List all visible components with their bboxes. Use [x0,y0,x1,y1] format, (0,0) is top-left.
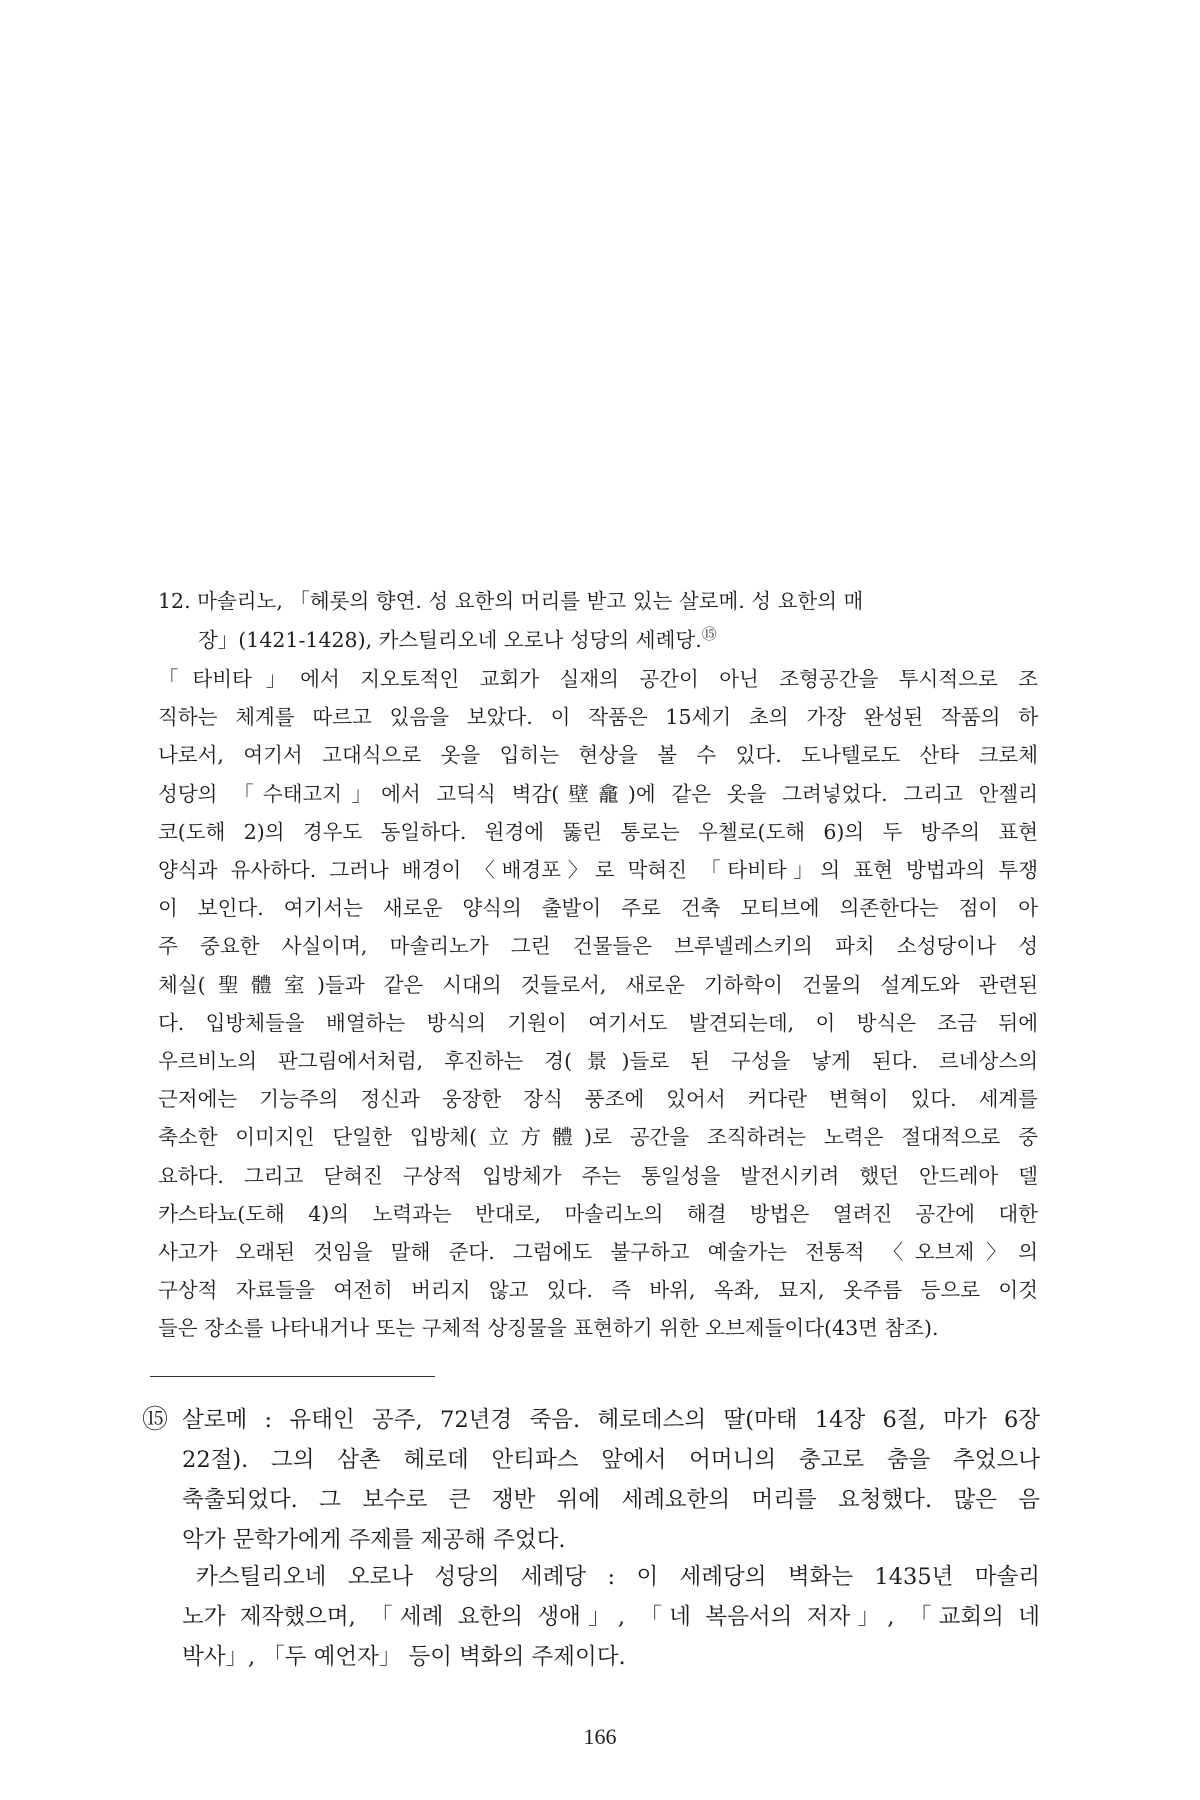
footnote-line: 22절). 그의 삼촌 헤로데 안티파스 앞에서 어머니의 충고로 춤을 추었으나 [182,1447,1040,1473]
footnote-line: 살로메 : 유태인 공주, 72년경 죽음. 헤로데스의 딸(마태 14장 6절, 마가 6장 [182,1407,1040,1433]
footnote-baptistery [182,1557,1040,1677]
figure-caption [158,582,1038,660]
body-line: 나로서, 여기서 고대식으로 옷을 입히는 현상을 볼 수 있다. 도나텔로도 산타 크로체 [158,743,1038,768]
body-line: 요하다. 그리고 닫혀진 구상적 입방체가 주는 통일성을 발전시키려 했던 안드레아 델 [158,1163,1038,1188]
footnote-line: 박사」, 「두 예언자」 등이 벽화의 주제이다. [182,1644,626,1670]
body-line: 구상적 자료들을 여전히 버리지 않고 있다. 즉 바위, 옥좌, 묘지, 옷주름 등으로 이것 [158,1278,1038,1303]
footnote-marker: ⑮ [142,1405,169,1435]
body-line: 양식과 유사하다. 그러나 배경이 〈배경포〉로 막혀진 「타비타」의 표현 방법과의 투쟁 [158,858,1038,883]
body-line: 다. 입방체들을 배열하는 방식의 기원이 여기서도 발견되는데, 이 방식은 조금 뒤에 [158,1010,1038,1035]
page-number: 166 [583,1724,617,1749]
footnote-divider [150,1376,435,1377]
body-line: 우르비노의 판그림에서처럼, 후진하는 경(景)들로 된 구성을 낳게 된다. 르네상스의 [158,1049,1038,1074]
body-line: 카스타뇨(도해 4)의 노력과는 반대로, 마솔리노의 해결 방법은 열려진 공간에 대한 [158,1201,1038,1226]
footnote-salome [142,1400,1040,1560]
body-line: 「타비타」에서 지오토적인 교회가 실재의 공간이 아닌 조형공간을 투시적으로 조 [158,667,1038,691]
body-line: 코(도해 2)의 경우도 동일하다. 원경에 뚫린 통로는 우첼로(도해 6)의 두 방주의 표현 [158,819,1038,844]
footnote-line: 노가 제작했으며, 「세례 요한의 생애」, 「네 복음서의 저자」, 「교회의 네 [182,1604,1040,1630]
footnote-line: 악가 문학가에게 주제를 제공해 주었다. [182,1527,566,1553]
body-line: 직하는 체계를 따르고 있음을 보았다. 이 작품은 15세기 초의 가장 완성된 작품의 하 [158,705,1038,730]
body-line: 체실(聖體室)들과 같은 시대의 것들로서, 새로운 기하학이 건물의 설계도와 관련된 [158,972,1038,997]
body-line: 축소한 이미지인 단일한 입방체(立方體)로 공간을 조직하려는 노력은 절대적으로 중 [158,1125,1038,1150]
body-line: 성당의 「수태고지」에서 고딕식 벽감(壁龕)에 같은 옷을 그려넣었다. 그리고 안젤리 [158,781,1038,806]
body-line: 사고가 오래된 것임을 말해 준다. 그럼에도 불구하고 예술가는 전통적 〈오브제〉의 [158,1240,1038,1265]
footnote-line: 축출되었다. 그 보수로 큰 쟁반 위에 세례요한의 머리를 요청했다. 많은 음 [182,1487,1040,1513]
caption-line-2: 장」(1421-1428), 카스틸리오네 오로나 성당의 세례당. [198,628,702,652]
footnote-line: 카스틸리오네 오로나 성당의 세례당 : 이 세례당의 벽화는 1435년 마솔리 [196,1564,1040,1590]
body-line: 이 보인다. 여기서는 새로운 양식의 출발이 주로 건축 모티브에 의존한다는 점이 아 [158,896,1038,921]
body-line: 주 중요한 사실이며, 마솔리노가 그린 건물들은 브루넬레스키의 파치 소성당이나 성 [158,934,1038,959]
body-paragraph [158,660,1038,1348]
body-line: 근저에는 기능주의 정신과 웅장한 장식 풍조에 있어서 커다란 변혁이 있다. 세계를 [158,1087,1038,1112]
caption-line-1: 12. 마솔리노, 「헤롯의 향연. 성 요한의 머리를 받고 있는 살로메. 성 요한의 매 [158,589,864,613]
footnote-reference: ⑮ [701,625,717,644]
body-line: 들은 장소를 나타내거나 또는 구체적 상징물을 표현하기 위한 오브제들이다(43면 참조). [158,1316,939,1341]
